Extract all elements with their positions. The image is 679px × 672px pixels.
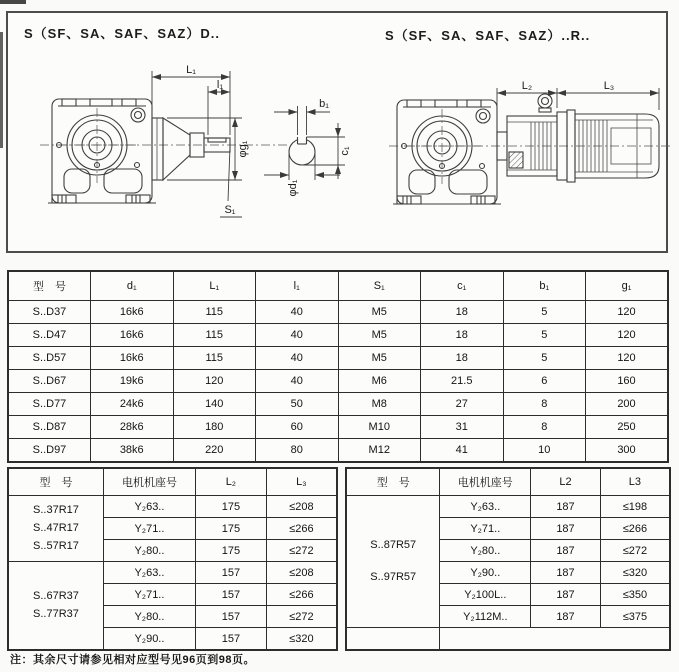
dim-label-l1: l₁ xyxy=(216,79,224,91)
col-header-b1: b₁ xyxy=(503,271,586,301)
value-cell: 115 xyxy=(173,347,256,370)
value-cell: 31 xyxy=(421,416,504,439)
frame-cell: Y₂80.. xyxy=(103,606,195,628)
value-cell: 187 xyxy=(531,496,601,518)
table-row xyxy=(8,393,668,416)
frame-cell: Y₂71.. xyxy=(440,518,531,540)
table-row xyxy=(8,416,668,439)
value-cell: ≤375 xyxy=(600,606,670,628)
value-cell: 175 xyxy=(196,496,267,518)
value-cell: 40 xyxy=(256,370,339,393)
dim-b1 xyxy=(274,98,330,135)
model-group-cell xyxy=(8,562,103,651)
value-cell: 180 xyxy=(173,416,256,439)
empty-row xyxy=(346,628,670,651)
value-cell: M10 xyxy=(338,416,421,439)
value-cell: ≤266 xyxy=(266,584,337,606)
value-cell: ≤350 xyxy=(600,584,670,606)
model-label: S..77R37 xyxy=(33,608,79,620)
frame-cell: Y₂90.. xyxy=(103,628,195,651)
value-cell: 175 xyxy=(196,518,267,540)
header-row xyxy=(8,271,668,301)
value-cell: 175 xyxy=(196,540,267,562)
value-cell: 5 xyxy=(503,324,586,347)
value-cell: 140 xyxy=(173,393,256,416)
value-cell: ≤320 xyxy=(266,628,337,651)
value-cell: 187 xyxy=(531,518,601,540)
col-header-frame: 电机机座号 xyxy=(103,468,195,496)
frame-cell: Y₂63.. xyxy=(103,496,195,518)
col-header-L3: L3 xyxy=(600,468,670,496)
col-header-model: 型 号 xyxy=(8,271,91,301)
frame-cell: Y₂80.. xyxy=(103,540,195,562)
frame-cell: Y₂112M.. xyxy=(440,606,531,628)
value-cell: 16k6 xyxy=(91,301,174,324)
model-cell: S..D97 xyxy=(8,439,91,463)
value-cell: ≤198 xyxy=(600,496,670,518)
dim-label-L2: L₂ xyxy=(521,80,533,92)
table-row xyxy=(346,496,670,518)
dim-label-L1: L₁ xyxy=(186,64,196,76)
col-header-l1: l₁ xyxy=(256,271,339,301)
value-cell: ≤208 xyxy=(266,496,337,518)
model-group-cell xyxy=(346,496,440,628)
model-label: S..67R37 xyxy=(33,590,79,602)
value-cell: 187 xyxy=(531,540,601,562)
value-cell: 187 xyxy=(531,584,601,606)
col-header-L3: L₃ xyxy=(266,468,337,496)
value-cell: ≤272 xyxy=(266,606,337,628)
col-header-L1: L₁ xyxy=(173,271,256,301)
value-cell: 40 xyxy=(256,347,339,370)
value-cell: 10 xyxy=(503,439,586,463)
diagram-panel xyxy=(6,11,668,253)
dimension-table xyxy=(7,270,669,463)
value-cell: 187 xyxy=(531,606,601,628)
model-label: S..57R17 xyxy=(33,540,79,552)
col-header-c1: c₁ xyxy=(421,271,504,301)
header-row xyxy=(8,468,337,496)
model-cell: S..D77 xyxy=(8,393,91,416)
value-cell: 120 xyxy=(586,301,669,324)
value-cell: M12 xyxy=(338,439,421,463)
table-row xyxy=(8,301,668,324)
value-cell: 187 xyxy=(531,562,601,584)
value-cell: 16k6 xyxy=(91,324,174,347)
dim-label-b1: b₁ xyxy=(319,98,329,110)
col-header-frame: 电机机座号 xyxy=(440,468,531,496)
value-cell: 40 xyxy=(256,301,339,324)
output-shaft-assembly xyxy=(152,118,230,180)
scan-artifact-left xyxy=(0,32,3,148)
value-cell: 157 xyxy=(196,606,267,628)
dim-L2 xyxy=(497,80,557,128)
dim-label-L3: L₃ xyxy=(603,80,615,92)
value-cell: 120 xyxy=(173,370,256,393)
table-row xyxy=(8,324,668,347)
diagram-title-right: S（SF、SA、SAF、SAZ）..R.. xyxy=(385,28,591,43)
value-cell: 28k6 xyxy=(91,416,174,439)
value-cell: ≤272 xyxy=(266,540,337,562)
value-cell: 115 xyxy=(173,301,256,324)
diagram-title-left: S（SF、SA、SAF、SAZ）D.. xyxy=(24,26,220,41)
dim-d1 xyxy=(264,154,340,196)
empty-span-cell xyxy=(440,628,670,651)
value-cell: 6 xyxy=(503,370,586,393)
model-group-cell xyxy=(8,496,103,562)
col-header-L2: L2 xyxy=(531,468,601,496)
shaft-section-detail xyxy=(244,88,384,223)
model-label: S..47R17 xyxy=(33,522,79,534)
dim-label-S1: S₁ xyxy=(224,204,236,216)
value-cell: 115 xyxy=(173,324,256,347)
value-cell: 8 xyxy=(503,416,586,439)
table-row xyxy=(8,347,668,370)
value-cell: 18 xyxy=(421,301,504,324)
footnote: 注：其余尺寸请参见相对应型号见96页到98页。 xyxy=(10,654,255,666)
dim-L1 xyxy=(152,64,230,135)
value-cell: 250 xyxy=(586,416,669,439)
value-cell: 50 xyxy=(256,393,339,416)
table-row xyxy=(8,496,337,518)
value-cell: M5 xyxy=(338,347,421,370)
col-header-S1: S₁ xyxy=(338,271,421,301)
dim-c1 xyxy=(304,123,351,179)
value-cell: 60 xyxy=(256,416,339,439)
model-label: S..37R17 xyxy=(33,504,79,516)
value-cell: 120 xyxy=(586,347,669,370)
frame-cell: Y₂71.. xyxy=(103,584,195,606)
model-cell: S..D67 xyxy=(8,370,91,393)
motor-table-left xyxy=(7,467,338,651)
col-header-g1: g₁ xyxy=(586,271,669,301)
value-cell: 18 xyxy=(421,324,504,347)
value-cell: 5 xyxy=(503,347,586,370)
value-cell: 8 xyxy=(503,393,586,416)
motor-adapter xyxy=(497,94,567,180)
value-cell: 157 xyxy=(196,584,267,606)
value-cell: 40 xyxy=(256,324,339,347)
value-cell: 41 xyxy=(421,439,504,463)
value-cell: 300 xyxy=(586,439,669,463)
value-cell: 160 xyxy=(586,370,669,393)
model-cell: S..D57 xyxy=(8,347,91,370)
frame-cell: Y₂80.. xyxy=(440,540,531,562)
value-cell: ≤266 xyxy=(266,518,337,540)
value-cell: 21.5 xyxy=(421,370,504,393)
frame-cell: Y₂71.. xyxy=(103,518,195,540)
frame-cell: Y₂63.. xyxy=(103,562,195,584)
value-cell: 19k6 xyxy=(91,370,174,393)
col-header-L2: L₂ xyxy=(196,468,267,496)
value-cell: 5 xyxy=(503,301,586,324)
model-label: S..97R57 xyxy=(370,571,417,583)
gearbox-housing xyxy=(48,99,156,203)
col-header-model: 型 号 xyxy=(346,468,440,496)
dim-table-body xyxy=(8,301,668,463)
value-cell: M8 xyxy=(338,393,421,416)
dim-label-g1: φg₁ xyxy=(237,140,249,158)
gearbox-housing xyxy=(393,100,501,204)
value-cell: ≤320 xyxy=(600,562,670,584)
value-cell: ≤266 xyxy=(600,518,670,540)
motor-table-right xyxy=(345,467,671,651)
table-row xyxy=(8,439,668,463)
dim-label-d1: φd₁ xyxy=(287,179,299,197)
value-cell: M5 xyxy=(338,324,421,347)
frame-cell: Y₂63.. xyxy=(440,496,531,518)
empty-model-cell xyxy=(346,628,440,651)
header-row xyxy=(346,468,670,496)
value-cell: 157 xyxy=(196,562,267,584)
model-label: S..87R57 xyxy=(370,539,417,551)
gearbox-motor-drawing xyxy=(385,78,677,256)
value-cell: ≤272 xyxy=(600,540,670,562)
model-cell: S..D37 xyxy=(8,301,91,324)
value-cell: 16k6 xyxy=(91,347,174,370)
value-cell: 38k6 xyxy=(91,439,174,463)
motor-left-body xyxy=(8,496,337,651)
dim-label-c1: c₁ xyxy=(339,146,351,156)
table-row xyxy=(8,370,668,393)
model-cell: S..D87 xyxy=(8,416,91,439)
col-header-d1: d₁ xyxy=(91,271,174,301)
model-cell: S..D47 xyxy=(8,324,91,347)
value-cell: 200 xyxy=(586,393,669,416)
value-cell: 27 xyxy=(421,393,504,416)
dim-l1 xyxy=(208,79,230,135)
value-cell: 24k6 xyxy=(91,393,174,416)
value-cell: M5 xyxy=(338,301,421,324)
value-cell: M6 xyxy=(338,370,421,393)
value-cell: 80 xyxy=(256,439,339,463)
motor-right-body xyxy=(346,496,670,651)
scan-artifact-top xyxy=(0,0,26,4)
table-row xyxy=(8,562,337,584)
value-cell: 120 xyxy=(586,324,669,347)
value-cell: 157 xyxy=(196,628,267,651)
col-header-model: 型 号 xyxy=(8,468,103,496)
value-cell: ≤208 xyxy=(266,562,337,584)
frame-cell: Y₂100L.. xyxy=(440,584,531,606)
frame-cell: Y₂90.. xyxy=(440,562,531,584)
dim-L3 xyxy=(557,80,659,110)
value-cell: 220 xyxy=(173,439,256,463)
value-cell: 18 xyxy=(421,347,504,370)
